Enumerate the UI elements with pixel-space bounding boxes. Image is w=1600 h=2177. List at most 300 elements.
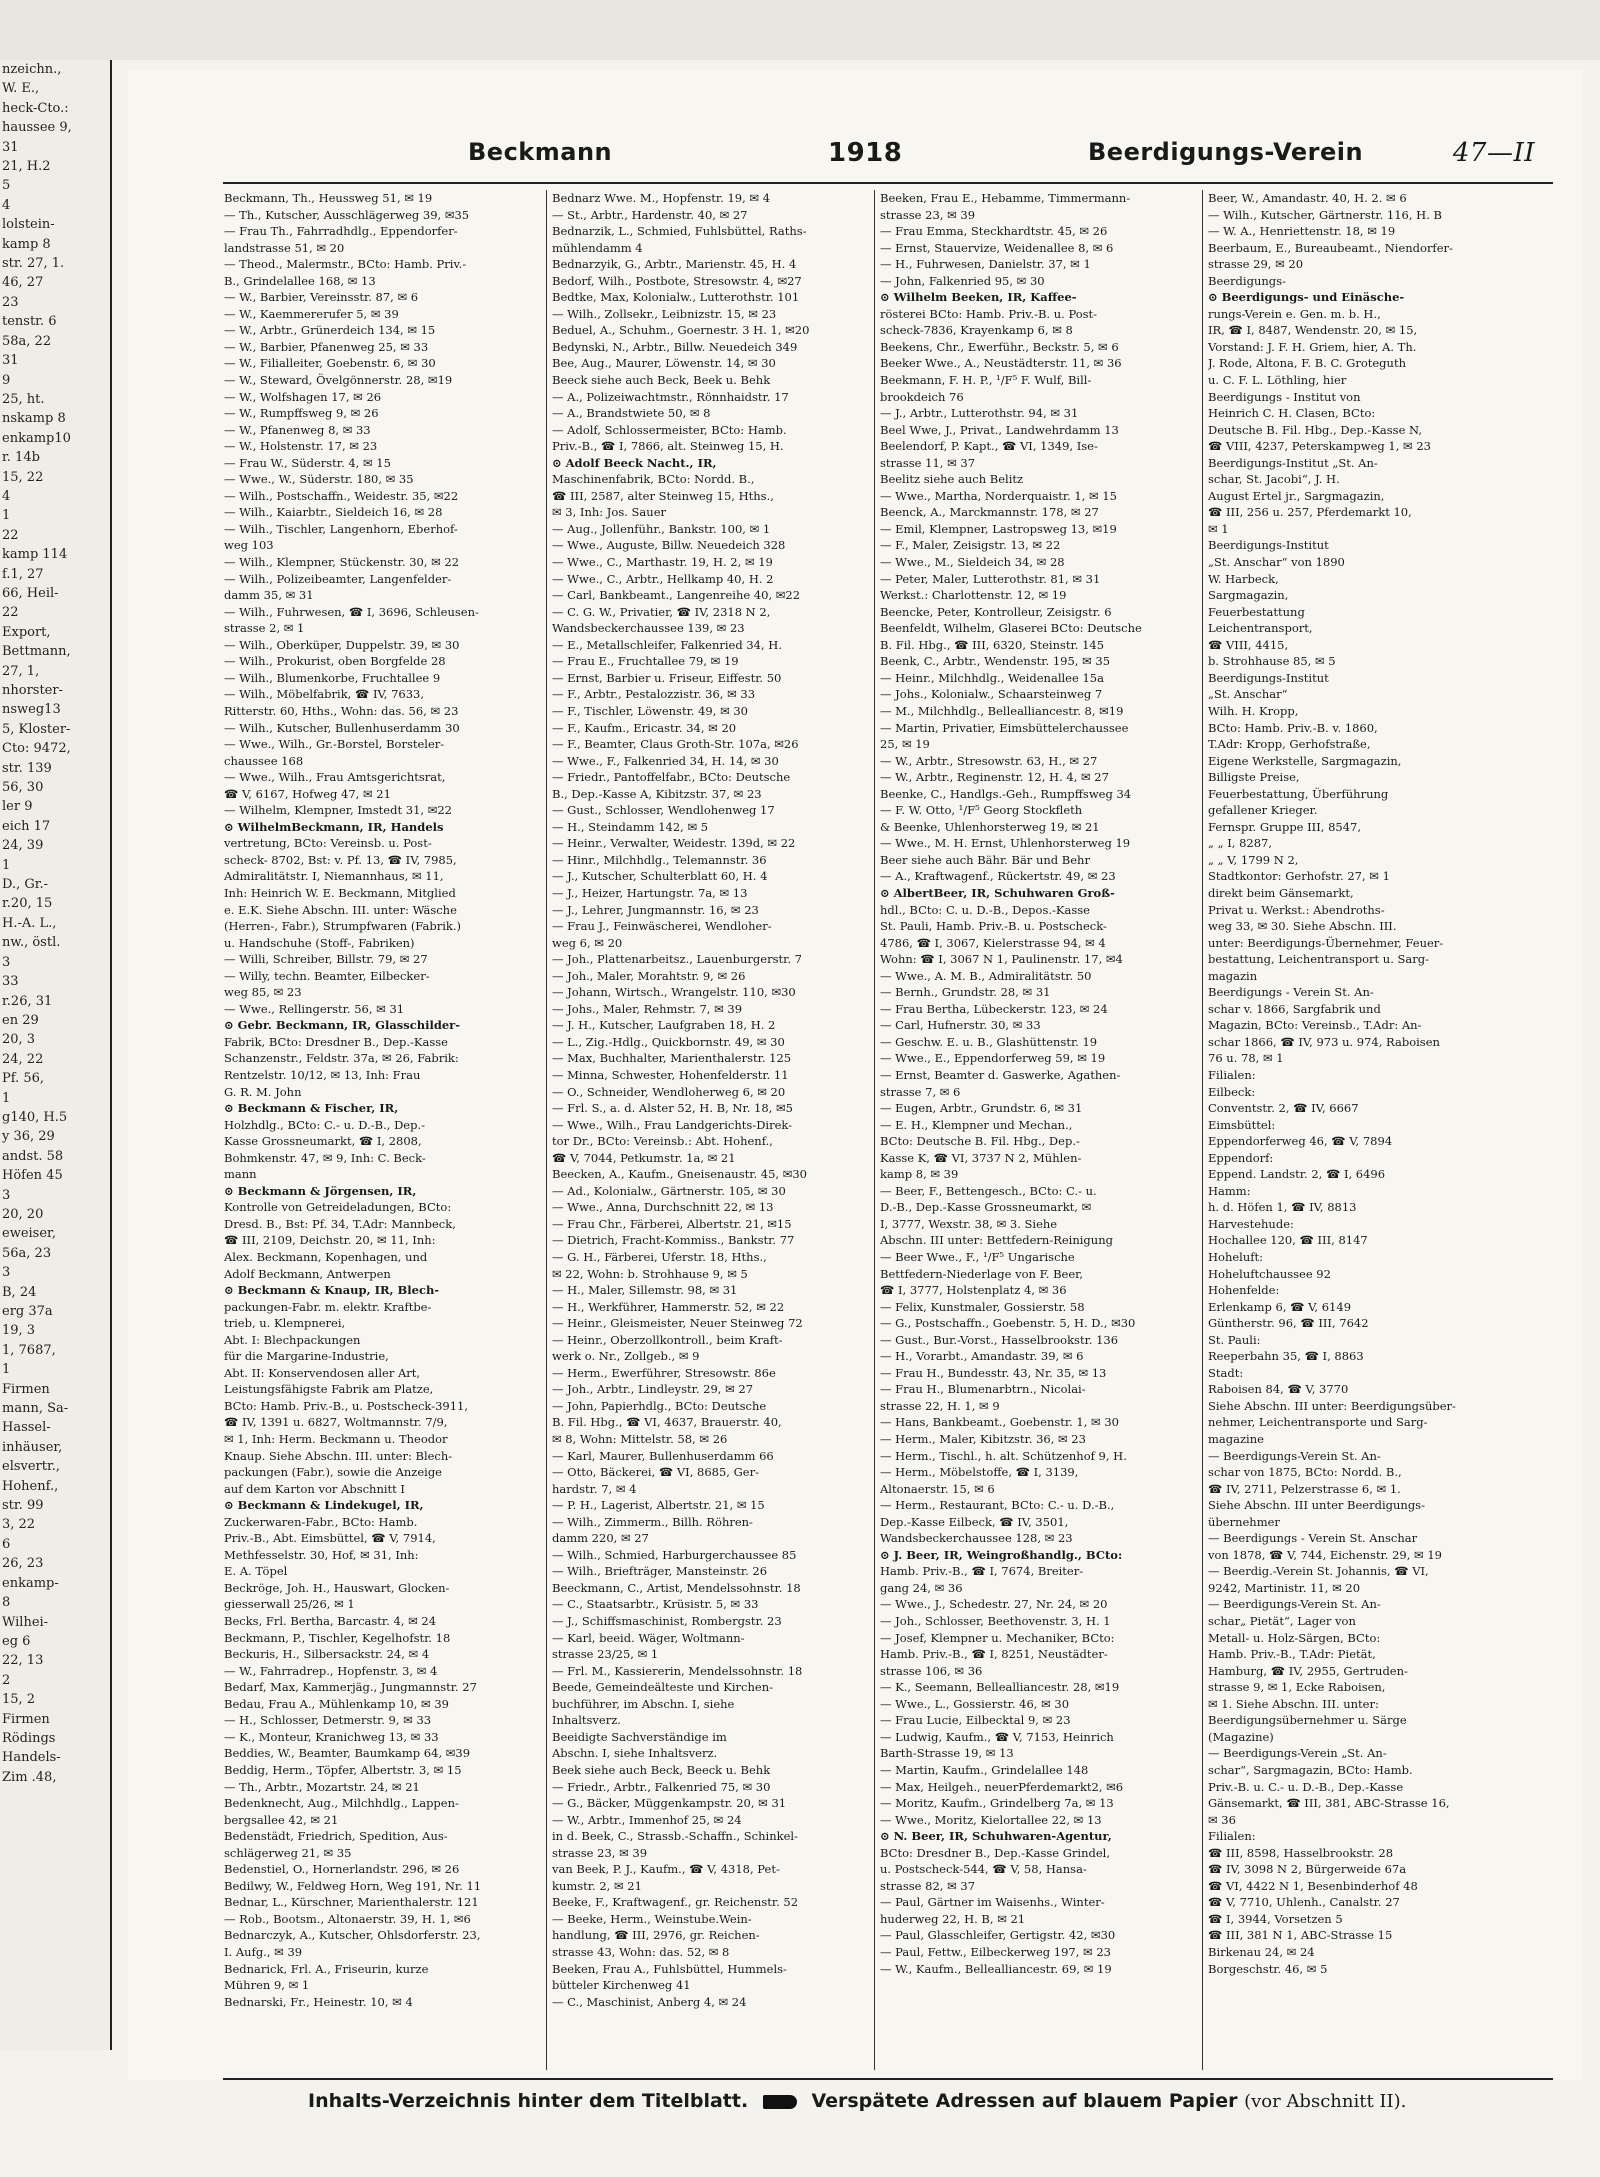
directory-entry-line: ✉ 8, Wohn: Mittelstr. 58, ✉ 26 — [552, 1432, 728, 1447]
directory-entry-line: kamp 8, ✉ 39 — [880, 1167, 959, 1182]
directory-entry-line: ☎ I, 3944, Vorsetzen 5 — [1208, 1911, 1343, 1926]
directory-entry-line: — Herm., Maler, Kibitzstr. 36, ✉ 23 — [880, 1432, 1086, 1447]
directory-entry-line: Beerdigungs-Institut — [1208, 670, 1329, 685]
directory-entry-line: Methfesselstr. 30, Hof, ✉ 31, Inh: — [224, 1547, 419, 1562]
directory-entry-line: Priv.-B., Abt. Eimsbüttel, ☎ V, 7914, — [224, 1531, 436, 1546]
directory-entry-line: — W., Barbier, Vereinsstr. 87, ✉ 6 — [224, 290, 419, 305]
directory-entry-line: Rentzelstr. 10/12, ✉ 13, Inh: Frau — [224, 1067, 421, 1082]
directory-entry-line: Hamb. Priv.-B., T.Adr: Pietät, — [1208, 1647, 1376, 1662]
left-page-line: B, 24 — [2, 1284, 37, 1300]
left-page-line: Pf. 56, — [2, 1071, 45, 1087]
left-page-line: nsweg13 — [2, 702, 61, 718]
directory-entry-line: W. Harbeck, — [1208, 571, 1279, 586]
directory-entry-line: D.-B., Dep.-Kasse Grossneumarkt, ✉ — [880, 1200, 1092, 1215]
directory-entry-line: Bedenstiel, O., Hornerlandstr. 296, ✉ 26 — [224, 1862, 460, 1877]
left-page-fragment — [0, 60, 112, 2050]
directory-entry-line: — Otto, Bäckerei, ☎ VI, 8685, Ger- — [552, 1465, 759, 1480]
directory-entry-line: I. Aufg., ✉ 39 — [224, 1944, 303, 1959]
left-page-line: nzeichn., — [2, 62, 62, 77]
left-page-line: 15, 22 — [2, 469, 44, 485]
directory-entry-line: unter: Beerdigungs-Übernehmer, Feuer- — [1208, 935, 1444, 950]
directory-entry-line: — Joh., Arbtr., Lindleystr. 29, ✉ 27 — [552, 1382, 754, 1397]
directory-entry-line: von 1878, ☎ V, 744, Eichenstr. 29, ✉ 19 — [1208, 1547, 1442, 1562]
left-page-line: 46, 27 — [2, 275, 44, 291]
directory-entry-line: Abschn. I, siehe Inhaltsverz. — [552, 1746, 718, 1761]
left-page-line: str. 139 — [2, 760, 52, 776]
directory-entry-line: St. Pauli: — [1208, 1332, 1261, 1347]
page-header — [128, 138, 1583, 178]
directory-entry-line: ☎ VI, 4422 N 1, Besenbinderhof 48 — [1208, 1878, 1418, 1893]
directory-entry-line: u. Postscheck-544, ☎ V, 58, Hansa- — [880, 1862, 1087, 1877]
directory-entry-line: — J., Kutscher, Schulterblatt 60, H. 4 — [552, 869, 768, 884]
directory-entry-line: ☎ V, 6167, Hofweg 47, ✉ 21 — [224, 786, 391, 801]
left-page-line: Export, — [2, 624, 51, 640]
left-page-line: 56, 30 — [2, 780, 44, 796]
directory-entry-line: — A., Brandstwiete 50, ✉ 8 — [552, 406, 711, 421]
directory-entry-line: Leistungsfähigste Fabrik am Platze, — [224, 1382, 434, 1397]
directory-entry-line: — Frau Chr., Färberei, Albertstr. 21, ✉15 — [552, 1216, 792, 1231]
directory-entry-line: Beerdigungs-Institut „St. An- — [1208, 455, 1378, 470]
directory-entry-line: — Martin, Kaufm., Grindelallee 148 — [880, 1762, 1089, 1777]
directory-entry-line: Beenke, C., Handlgs.-Geh., Rumpffsweg 34 — [880, 786, 1132, 801]
directory-entry-line: gang 24, ✉ 36 — [880, 1580, 963, 1595]
directory-entry-line: — C. G. W., Privatier, ☎ IV, 2318 N 2, — [552, 604, 771, 619]
directory-entry-line: Schanzenstr., Feldstr. 37a, ✉ 26, Fabrik: — [224, 1051, 459, 1066]
directory-entry-line: IR, ☎ I, 8487, Wendenstr. 20, ✉ 15, — [1208, 323, 1418, 338]
directory-entry-line: — Wwe., W., Süderstr. 180, ✉ 35 — [224, 472, 414, 487]
directory-entry-line: strasse 23, ✉ 39 — [880, 207, 976, 222]
directory-entry-line: Sargmagazin, — [1208, 588, 1289, 603]
directory-entry-line: weg 85, ✉ 23 — [224, 985, 302, 1000]
directory-entry-line: 4786, ☎ I, 3067, Kielerstrasse 94, ✉ 4 — [880, 935, 1106, 950]
directory-entry-line: — Wwe., Wilh., Frau Amtsgerichtsrat, — [224, 770, 446, 785]
directory-entry-line: weg 103 — [224, 538, 274, 553]
directory-entry-line: Beecken, A., Kaufm., Gneisenaustr. 45, ✉30 — [552, 1167, 807, 1182]
directory-entry-line: — H., Maler, Sillemstr. 98, ✉ 31 — [552, 1283, 738, 1298]
column-3 — [880, 190, 1198, 2080]
directory-entry-line: scheck- 8702, Bst: v. Pf. 13, ☎ IV, 7985, — [224, 852, 457, 867]
header-year: 1918 — [828, 138, 903, 168]
directory-entry-line: ☎ V, 7710, Uhlenh., Canalstr. 27 — [1208, 1895, 1400, 1910]
left-page-line: H.-A. L., — [2, 915, 57, 931]
directory-entry-line: B. Fil. Hbg., ☎ III, 6320, Steinstr. 145 — [880, 637, 1105, 652]
directory-entry-line: — Bernh., Grundstr. 28, ✉ 31 — [880, 985, 1051, 1000]
left-page-line: 22 — [2, 527, 19, 543]
directory-entry-line: — Peter, Maler, Lutterothstr. 81, ✉ 31 — [880, 571, 1101, 586]
directory-entry-line: hardstr. 7, ✉ 4 — [552, 1481, 637, 1496]
left-page-line: g140, H.5 — [2, 1109, 68, 1125]
directory-entry-line: direkt beim Gänsemarkt, — [1208, 885, 1354, 900]
directory-entry-line: — Beer Wwe., F., ¹/F⁵ Ungarische — [880, 1250, 1075, 1264]
directory-entry-line: — W., Wolfshagen 17, ✉ 26 — [224, 389, 382, 404]
directory-entry-line: Birkenau 24, ✉ 24 — [1208, 1944, 1315, 1959]
page-footer — [308, 2090, 1558, 2112]
directory-entry-line: — Friedr., Arbtr., Falkenried 75, ✉ 30 — [552, 1779, 771, 1794]
directory-entry-line: — Frau Lucie, Eilbecktal 9, ✉ 23 — [880, 1713, 1071, 1728]
left-page-line: 9 — [2, 372, 11, 388]
left-page-line: enkamp10 — [2, 430, 71, 446]
directory-entry-line: — G., Postschaffn., Goebenstr. 5, H. D., ✉30 — [880, 1316, 1136, 1331]
left-page-line: str. 27, 1. — [2, 256, 65, 272]
directory-entry-line: schlägerweg 21, ✉ 35 — [224, 1845, 352, 1860]
directory-entry-line: Eppend. Landstr. 2, ☎ I, 6496 — [1208, 1167, 1386, 1182]
directory-entry-line: Bee, Aug., Maurer, Löwenstr. 14, ✉ 30 — [552, 356, 776, 371]
directory-entry-line: Abt. I: Blechpackungen — [224, 1332, 361, 1347]
directory-entry-line: strasse 82, ✉ 37 — [880, 1878, 976, 1893]
directory-entry-line: Zuckerwaren-Fabr., BCto: Hamb. — [224, 1514, 418, 1529]
directory-entry-line: Beede, Gemeindeälteste und Kirchen- — [552, 1680, 773, 1695]
directory-entry-line: ⊙ Beckmann & Fischer, IR, — [224, 1101, 399, 1116]
directory-entry-line: — Wwe., L., Gossierstr. 46, ✉ 30 — [880, 1696, 1070, 1711]
directory-entry-line: — Wilh., Oberküper, Duppelstr. 39, ✉ 30 — [224, 637, 460, 652]
directory-entry-line: schar, St. Jacobi“, J. H. — [1208, 472, 1340, 487]
directory-entry-line: Alex. Beckmann, Kopenhagen, und — [224, 1250, 428, 1264]
directory-entry-line: — Wwe., Auguste, Billw. Neuedeich 328 — [552, 538, 786, 553]
directory-entry-line: — W., Barbier, Pfanenweg 25, ✉ 33 — [224, 339, 429, 354]
directory-entry-line: — Wilh., Fuhrwesen, ☎ I, 3696, Schleusen- — [224, 604, 479, 619]
directory-entry-line: — W., Arbtr., Reginenstr. 12, H. 4, ✉ 27 — [880, 770, 1109, 785]
directory-entry-line: rösterei BCto: Hamb. Priv.-B. u. Post- — [880, 306, 1098, 321]
left-page-line: nhorster- — [2, 683, 63, 698]
directory-entry-line: strasse 29, ✉ 20 — [1208, 257, 1304, 272]
directory-entry-line: — Wwe., Rellingerstr. 56, ✉ 31 — [224, 1001, 405, 1016]
directory-entry-line: — Johann, Wirtsch., Wrangelstr. 110, ✉30 — [552, 985, 796, 1000]
directory-entry-line: 76 u. 78, ✉ 1 — [1208, 1051, 1284, 1066]
directory-entry-line: Kontrolle von Getreideladungen, BCto: — [224, 1200, 452, 1215]
directory-entry-line: — W., Pfanenweg 8, ✉ 33 — [224, 422, 371, 437]
directory-entry-line: Beerdigungs-Institut — [1208, 538, 1329, 553]
directory-entry-line: Feuerbestattung, Überführung — [1208, 786, 1389, 801]
directory-entry-line: u. Handschuhe (Stoff-, Fabriken) — [224, 935, 415, 950]
directory-entry-line: bergsallee 42, ✉ 21 — [224, 1812, 339, 1827]
directory-entry-line: Hohenfelde: — [1208, 1283, 1280, 1298]
pointing-hand-icon — [763, 2095, 797, 2109]
directory-entry-line: hdl., BCto: C. u. D.-B., Depos.-Kasse — [880, 902, 1090, 917]
directory-entry-line: Bednarick, Frl. A., Friseurin, kurze — [224, 1961, 429, 1976]
directory-entry-line: — H., Vorarbt., Amandastr. 39, ✉ 6 — [880, 1349, 1084, 1364]
left-page-line: 4 — [2, 488, 11, 504]
directory-entry-line: Beeidigte Sachverständige im — [552, 1729, 727, 1744]
scan-border — [0, 0, 1600, 60]
directory-entry-line: Wandsbeckerchaussee 139, ✉ 23 — [552, 621, 745, 636]
directory-entry-line: — J. H., Kutscher, Laufgraben 18, H. 2 — [552, 1018, 776, 1033]
directory-entry-line: tor Dr., BCto: Vereinsb.: Abt. Hohenf., — [552, 1134, 773, 1149]
directory-entry-line: Magazin, BCto: Vereinsb., T.Adr: An- — [1208, 1018, 1422, 1033]
directory-entry-line: Beekmann, F. H. P., ¹/F⁵ F. Wulf, Bill- — [880, 373, 1092, 388]
directory-entry-line: — F. W. Otto, ¹/F⁵ Georg Stockfleth — [880, 803, 1083, 818]
directory-entry-line: 9242, Martinistr. 11, ✉ 20 — [1208, 1580, 1361, 1595]
directory-entry-line: Knaup. Siehe Abschn. III. unter: Blech- — [224, 1448, 453, 1463]
left-page-line: 56a, 23 — [2, 1245, 52, 1261]
directory-entry-line: — Rob., Bootsm., Altonaerstr. 39, H. 1, ✉6 — [224, 1911, 471, 1926]
directory-entry-line: — J., Heizer, Hartungstr. 7a, ✉ 13 — [552, 885, 748, 900]
directory-entry-line: — Frau H., Blumenarbtrn., Nicolai- — [880, 1382, 1086, 1397]
directory-entry-line: Vorstand: J. F. H. Griem, hier, A. Th. — [1208, 339, 1417, 354]
directory-entry-line: Abt. II: Konservendosen aller Art, — [224, 1365, 421, 1380]
directory-entry-line: Bednarzik, L., Schmied, Fuhlsbüttel, Raths- — [552, 224, 807, 239]
directory-entry-line: schar von 1875, BCto: Nordd. B., — [1208, 1465, 1402, 1480]
left-page-line: str. 99 — [2, 1498, 44, 1514]
directory-entry-line: — Herm., Tischl., h. alt. Schützenhof 9, H. — [880, 1448, 1127, 1463]
directory-entry-line: — Karl, beeid. Wäger, Woltmann- — [552, 1630, 745, 1645]
directory-entry-line: Beeke, F., Kraftwagenf., gr. Reichenstr. 52 — [552, 1895, 799, 1910]
directory-entry-line: brookdeich 76 — [880, 389, 964, 404]
directory-entry-line: — Frl. M., Kassiererin, Mendelssohnstr. 18 — [552, 1663, 803, 1678]
directory-entry-line: — Joh., Plattenarbeitsz., Lauenburgerstr. 7 — [552, 952, 802, 967]
directory-entry-line: ☎ III, 256 u. 257, Pferdemarkt 10, — [1208, 505, 1412, 520]
directory-entry-line: Beenk, C., Arbtr., Wendenstr. 195, ✉ 35 — [880, 654, 1111, 669]
left-page-line: 1, 7687, — [2, 1342, 56, 1358]
directory-entry-line: — Wilhelm, Klempner, Imstedt 31, ✉22 — [224, 803, 452, 818]
directory-entry-line: — Wwe., Wilh., Frau Landgerichts-Direk- — [552, 1117, 793, 1132]
directory-entry-line: — A., Polizeiwachtmstr., Rönnhaidstr. 17 — [552, 389, 789, 404]
directory-entry-line: ⊙ WilhelmBeckmann, IR, Handels — [224, 819, 444, 834]
directory-entry-line: — F., Beamter, Claus Groth-Str. 107a, ✉26 — [552, 737, 799, 752]
left-page-line: andst. 58 — [2, 1148, 64, 1164]
directory-entry-line: Bednar, L., Kürschner, Marienthalerstr. 121 — [224, 1895, 479, 1910]
directory-entry-line: Admiralitätstr. I, Niemannhaus, ✉ 11, — [224, 869, 444, 884]
directory-entry-line: BCto: Deutsche B. Fil. Hbg., Dep.- — [880, 1134, 1080, 1149]
left-page-line: heck-Cto.: — [2, 100, 69, 116]
footer-section-ref: (vor Abschnitt II). — [1244, 2091, 1407, 2112]
directory-entry-line: — Josef, Klempner u. Mechaniker, BCto: — [880, 1630, 1115, 1645]
directory-entry-line: in d. Beek, C., Strassb.-Schaffn., Schinkel- — [552, 1829, 798, 1844]
directory-entry-line: strasse 2, ✉ 1 — [224, 621, 305, 636]
directory-entry-line: Leichentransport, — [1208, 621, 1313, 636]
column-2 — [552, 190, 870, 2080]
directory-entry-line: Bedorf, Wilh., Postbote, Stresowstr. 4, ✉27 — [552, 273, 802, 288]
directory-entry-line: — Gust., Bur.-Vorst., Hasselbrookstr. 136 — [880, 1332, 1119, 1347]
directory-entry-line: — Dietrich, Fracht-Kommiss., Bankstr. 77 — [552, 1233, 795, 1248]
left-page-line: Cto: 9472, — [2, 741, 71, 757]
directory-entry-line: Hoheluft: — [1208, 1250, 1264, 1264]
left-page-line: 5 — [2, 178, 11, 194]
directory-entry-line: Bohmkenstr. 47, ✉ 9, Inh: C. Beck- — [224, 1150, 426, 1165]
directory-entry-line: ☎ VIII, 4415, — [1208, 637, 1289, 652]
directory-entry-line: Bedtke, Max, Kolonialw., Lutterothstr. 101 — [552, 290, 800, 305]
left-page-line: lolstein- — [2, 217, 55, 233]
directory-entry-line: schar“, Sargmagazin, BCto: Hamb. — [1208, 1762, 1413, 1777]
directory-entry-line: ✉ 36 — [1208, 1812, 1236, 1827]
directory-entry-line: — Minna, Schwester, Hohenfelderstr. 11 — [552, 1067, 789, 1082]
directory-entry-line: — Wwe., Wilh., Gr.-Borstel, Borsteler- — [224, 737, 445, 752]
directory-entry-line: — Carl, Hufnerstr. 30, ✉ 33 — [880, 1018, 1041, 1033]
directory-entry-line: Mühren 9, ✉ 1 — [224, 1978, 310, 1993]
left-page-line: 1 — [2, 508, 11, 524]
directory-entry-line: ☎ IV, 1391 u. 6827, Woltmannstr. 7/9, — [224, 1415, 448, 1430]
directory-entry-line: — O., Schneider, Wendloherweg 6, ✉ 20 — [552, 1084, 786, 1099]
directory-entry-line: Harvestehude: — [1208, 1216, 1294, 1231]
directory-entry-line: — Wilh., Kutscher, Bullenhuserdamm 30 — [224, 720, 460, 735]
directory-entry-line: weg 33, ✉ 30. Siehe Abschn. III. — [1208, 919, 1397, 934]
directory-entry-line: ✉ 1 — [1208, 521, 1229, 536]
directory-entry-line: ☎ VIII, 4237, Peterskampweg 1, ✉ 23 — [1208, 439, 1431, 454]
directory-entry-line: ☎ I, 3777, Holstenplatz 4, ✉ 36 — [880, 1283, 1067, 1298]
directory-entry-line: ⊙ Adolf Beeck Nacht., IR, — [552, 455, 717, 470]
directory-entry-line: Eigene Werkstelle, Sargmagazin, — [1208, 753, 1402, 768]
directory-entry-line: Beer siehe auch Bähr. Bär und Behr — [880, 852, 1090, 867]
header-right-keyword: Beerdigungs-Verein — [1088, 138, 1364, 166]
left-page-line: inhäuser, — [2, 1439, 63, 1455]
directory-entry-line: schar 1866, ☎ IV, 973 u. 974, Raboisen — [1208, 1034, 1440, 1049]
directory-entry-line: — Karl, Maurer, Bullenhuserdamm 66 — [552, 1448, 774, 1463]
directory-entry-line: Abschn. III unter: Bettfedern-Reinigung — [880, 1233, 1113, 1248]
directory-entry-line: — H., Steindamm 142, ✉ 5 — [552, 819, 709, 834]
directory-entry-line: — E., Metallschleifer, Falkenried 34, H. — [552, 637, 782, 652]
directory-entry-line: Bettfedern-Niederlage von F. Beer, — [880, 1266, 1084, 1281]
footer-rule — [223, 2078, 1553, 2080]
directory-entry-line: — Geschw. E. u. B., Glashüttenstr. 19 — [880, 1034, 1098, 1049]
left-page-line: 3 — [2, 954, 11, 970]
directory-entry-line: — Wilh., Kutscher, Gärtnerstr. 116, H. B — [1208, 207, 1442, 222]
left-page-line: 33 — [2, 974, 19, 990]
directory-entry-line: Hoheluftchaussee 92 — [1208, 1266, 1331, 1281]
left-page-line: 21, H.2 — [2, 159, 51, 175]
directory-entry-line: Ritterstr. 60, Hths., Wohn: das. 56, ✉ 23 — [224, 703, 459, 718]
directory-entry-line: strasse 106, ✉ 36 — [880, 1663, 983, 1678]
directory-entry-line: — M., Milchhdlg., Bellealliancestr. 8, ✉19 — [880, 703, 1124, 718]
directory-entry-line: Beerbaum, E., Bureaubeamt., Niendorfer- — [1208, 240, 1453, 255]
left-page-line: nskamp 8 — [2, 411, 66, 427]
left-page-line: 3 — [2, 1265, 11, 1281]
directory-entry-line: Beeck siehe auch Beck, Beek u. Behk — [552, 373, 771, 388]
left-page-line: 19, 3 — [2, 1323, 36, 1339]
directory-entry-line: rungs-Verein e. Gen. m. b. H., — [1208, 306, 1381, 321]
directory-entry-line: strasse 23, ✉ 39 — [552, 1845, 648, 1860]
directory-entry-line: — Frau J., Feinwäscherei, Wendloher- — [552, 919, 772, 934]
directory-entry-line: E. A. Töpel — [224, 1564, 288, 1579]
left-page-line: Hassel- — [2, 1420, 51, 1436]
directory-page — [128, 70, 1583, 2112]
directory-entry-line: Beenfeldt, Wilhelm, Glaserei BCto: Deutsche — [880, 621, 1142, 636]
left-page-line: 3 — [2, 1187, 11, 1203]
directory-entry-line: — Emil, Klempner, Lastropsweg 13, ✉19 — [880, 521, 1117, 536]
directory-entry-line: bütteler Kirchenweg 41 — [552, 1978, 691, 1993]
directory-entry-line: Heinrich C. H. Clasen, BCto: — [1208, 406, 1376, 421]
directory-entry-line: huderweg 22, H. B, ✉ 21 — [880, 1911, 1026, 1926]
directory-entry-line: ☎ III, 8598, Hasselbrookstr. 28 — [1208, 1845, 1394, 1860]
directory-entry-line: — Wwe., F., Falkenried 34, H. 14, ✉ 30 — [552, 753, 779, 768]
directory-entry-line: magazine — [1208, 1432, 1264, 1447]
left-page-line: elsvertr., — [2, 1459, 61, 1475]
directory-entry-line: Beel Wwe, J., Privat., Landwehrdamm 13 — [880, 422, 1119, 437]
directory-entry-line: Barth-Strasse 19, ✉ 13 — [880, 1746, 1014, 1761]
directory-entry-line: Priv.-B. u. C.- u. D.-B., Dep.-Kasse — [1208, 1779, 1404, 1794]
directory-entry-line: — Carl, Bankbeamt., Langenreihe 40, ✉22 — [552, 588, 801, 603]
directory-entry-line: — Wilh., Polizeibeamter, Langenfelder- — [224, 571, 452, 586]
left-page-line: eich 17 — [2, 818, 51, 834]
directory-entry-line: — A., Kraftwagenf., Rückertstr. 49, ✉ 23 — [880, 869, 1116, 884]
left-page-line: 1 — [2, 857, 11, 873]
directory-entry-line: Bedynski, N., Arbtr., Billw. Neuedeich 349 — [552, 339, 798, 354]
directory-entry-line: Bedenstädt, Friedrich, Spedition, Aus- — [224, 1829, 448, 1844]
directory-entry-line: — W., Arbtr., Stresowstr. 63, H., ✉ 27 — [880, 753, 1098, 768]
directory-entry-line: Borgeschstr. 46, ✉ 5 — [1208, 1961, 1328, 1976]
directory-entry-line: — W., Fahrradrep., Hopfenstr. 3, ✉ 4 — [224, 1663, 438, 1678]
left-page-line: Bettmann, — [2, 644, 71, 660]
directory-entry-line: Beddig, Herm., Töpfer, Albertstr. 3, ✉ 15 — [224, 1762, 462, 1777]
directory-entry-line: magazin — [1208, 968, 1258, 983]
directory-entry-line: — Herm., Möbelstoffe, ☎ I, 3139, — [880, 1465, 1079, 1480]
directory-entry-line: packungen-Fabr. m. elektr. Kraftbe- — [224, 1299, 432, 1314]
directory-entry-line: — Wilh., Blumenkorbe, Fruchtallee 9 — [224, 670, 441, 685]
left-page-line: D., Gr.- — [2, 877, 49, 893]
directory-entry-line: — St., Arbtr., Hardenstr. 40, ✉ 27 — [552, 207, 748, 222]
directory-entry-line: — Frl. S., a. d. Alster 52, H. B, Nr. 18, ✉5 — [552, 1101, 793, 1116]
directory-entry-line: — John, Papierhdlg., BCto: Deutsche — [552, 1398, 767, 1413]
directory-entry-line: — C., Maschinist, Anberg 4, ✉ 24 — [552, 1994, 747, 2009]
directory-entry-line: strasse 11, ✉ 37 — [880, 455, 976, 470]
directory-entry-line: — W., Filialleiter, Goebenstr. 6, ✉ 30 — [224, 356, 436, 371]
directory-entry-line: — K., Seemann, Bellealliancestr. 28, ✉19 — [880, 1680, 1120, 1695]
directory-entry-line: — Gust., Schlosser, Wendlohenweg 17 — [552, 803, 775, 818]
directory-entry-line: ☎ III, 2109, Deichstr. 20, ✉ 11, Inh: — [224, 1233, 436, 1248]
directory-entry-line: vertretung, BCto: Vereinsb. u. Post- — [224, 836, 432, 851]
directory-entry-line: — Johs., Kolonialw., Schaarsteinweg 7 — [880, 687, 1103, 702]
directory-entry-line: — Wilh., Prokurist, oben Borgfelde 28 — [224, 654, 446, 669]
directory-entry-line: ☎ III, 381 N 1, ABC-Strasse 15 — [1208, 1928, 1393, 1943]
directory-entry-line: Güntherstr. 96, ☎ III, 7642 — [1208, 1316, 1369, 1331]
directory-entry-line: — Ernst, Beamter d. Gaswerke, Agathen- — [880, 1067, 1121, 1082]
directory-entry-line: — J., Lehrer, Jungmannstr. 16, ✉ 23 — [552, 902, 759, 917]
directory-entry-line: Beekens, Chr., Ewerführ., Beckstr. 5, ✉ 6 — [880, 339, 1119, 354]
directory-entry-line: ⊙ Gebr. Beckmann, IR, Glasschilder- — [224, 1018, 461, 1033]
left-page-line: ler 9 — [2, 799, 33, 815]
directory-entry-line: chaussee 168 — [224, 753, 304, 768]
directory-entry-line: — Wilh., Tischler, Langenhorn, Eberhof- — [224, 521, 458, 536]
directory-entry-line: — Beerdigungs-Verein „St. An- — [1208, 1746, 1387, 1761]
directory-entry-line: — Heinr., Milchhdlg., Weidenallee 15a — [880, 670, 1104, 685]
directory-entry-line: — F., Maler, Zeisigstr. 13, ✉ 22 — [880, 538, 1061, 553]
directory-entry-line: — Frau Bertha, Lübeckerstr. 123, ✉ 24 — [880, 1001, 1108, 1016]
directory-entry-line: — Paul, Gärtner im Waisenhs., Winter- — [880, 1895, 1105, 1910]
directory-entry-line: — W., Arbtr., Immenhof 25, ✉ 24 — [552, 1812, 742, 1827]
directory-entry-line: werk o. Nr., Zollgeb., ✉ 9 — [552, 1349, 700, 1364]
directory-entry-line: Beckuris, H., Silbersackstr. 24, ✉ 4 — [224, 1647, 430, 1662]
left-page-line: f.1, 27 — [2, 566, 44, 582]
directory-entry-line: — Heinr., Gleismeister, Neuer Steinweg 72 — [552, 1316, 803, 1331]
directory-entry-line: — Joh., Maler, Morahtstr. 9, ✉ 26 — [552, 968, 746, 983]
left-page-line: 1 — [2, 1362, 11, 1378]
left-page-line: 22, 13 — [2, 1653, 44, 1669]
directory-entry-line: Bednarzyik, G., Arbtr., Marienstr. 45, H. 4 — [552, 257, 797, 272]
left-page-line: 26, 23 — [2, 1556, 44, 1572]
directory-entry-line: strasse 9, ✉ 1, Ecke Raboisen, — [1208, 1680, 1386, 1695]
directory-entry-line: Beeker Wwe., A., Neustädterstr. 11, ✉ 36 — [880, 356, 1122, 371]
directory-entry-line: — Ernst, Barbier u. Friseur, Eiffestr. 50 — [552, 670, 782, 685]
directory-entry-line: — C., Staatsarbtr., Krüsistr. 5, ✉ 33 — [552, 1597, 759, 1612]
left-page-line: Zim .48, — [2, 1769, 57, 1785]
directory-entry-line: — W., Holstenstr. 17, ✉ 23 — [224, 439, 378, 454]
directory-entry-line: St. Pauli, Hamb. Priv.-B. u. Postscheck- — [880, 919, 1107, 934]
left-page-line: Firmen — [2, 1381, 50, 1397]
directory-entry-line: Metall- u. Holz-Särgen, BCto: — [1208, 1630, 1381, 1645]
directory-entry-line: J. Rode, Altona, F. B. C. Groteguth — [1208, 356, 1406, 371]
directory-entry-line: — Wwe., M., Sieldeich 34, ✉ 28 — [880, 555, 1065, 570]
directory-entry-line: h. d. Höfen 1, ☎ IV, 8813 — [1208, 1200, 1357, 1215]
left-page-line: mann, Sa- — [2, 1401, 69, 1417]
directory-entry-line: Beelendorf, P. Kapt., ☎ VI, 1349, Ise- — [880, 439, 1098, 454]
directory-entry-line: August Ertel jr., Sargmagazin, — [1208, 488, 1385, 503]
directory-entry-line: Beerdigungsübernehmer u. Särge — [1208, 1713, 1407, 1728]
directory-entry-line: Eppendorf: — [1208, 1150, 1274, 1165]
directory-entry-line: Beerdigungs - Institut von — [1208, 389, 1361, 404]
directory-entry-line: giesserwall 25/26, ✉ 1 — [224, 1597, 355, 1612]
directory-entry-line: Beduel, A., Schuhm., Goernestr. 3 H. 1, ✉20 — [552, 323, 810, 338]
left-page-line: r. 14b — [2, 450, 40, 466]
directory-entry-line: — L., Zig.-Hdlg., Quickbornstr. 49, ✉ 30 — [552, 1034, 785, 1049]
left-page-line: nw., östl. — [2, 935, 61, 951]
